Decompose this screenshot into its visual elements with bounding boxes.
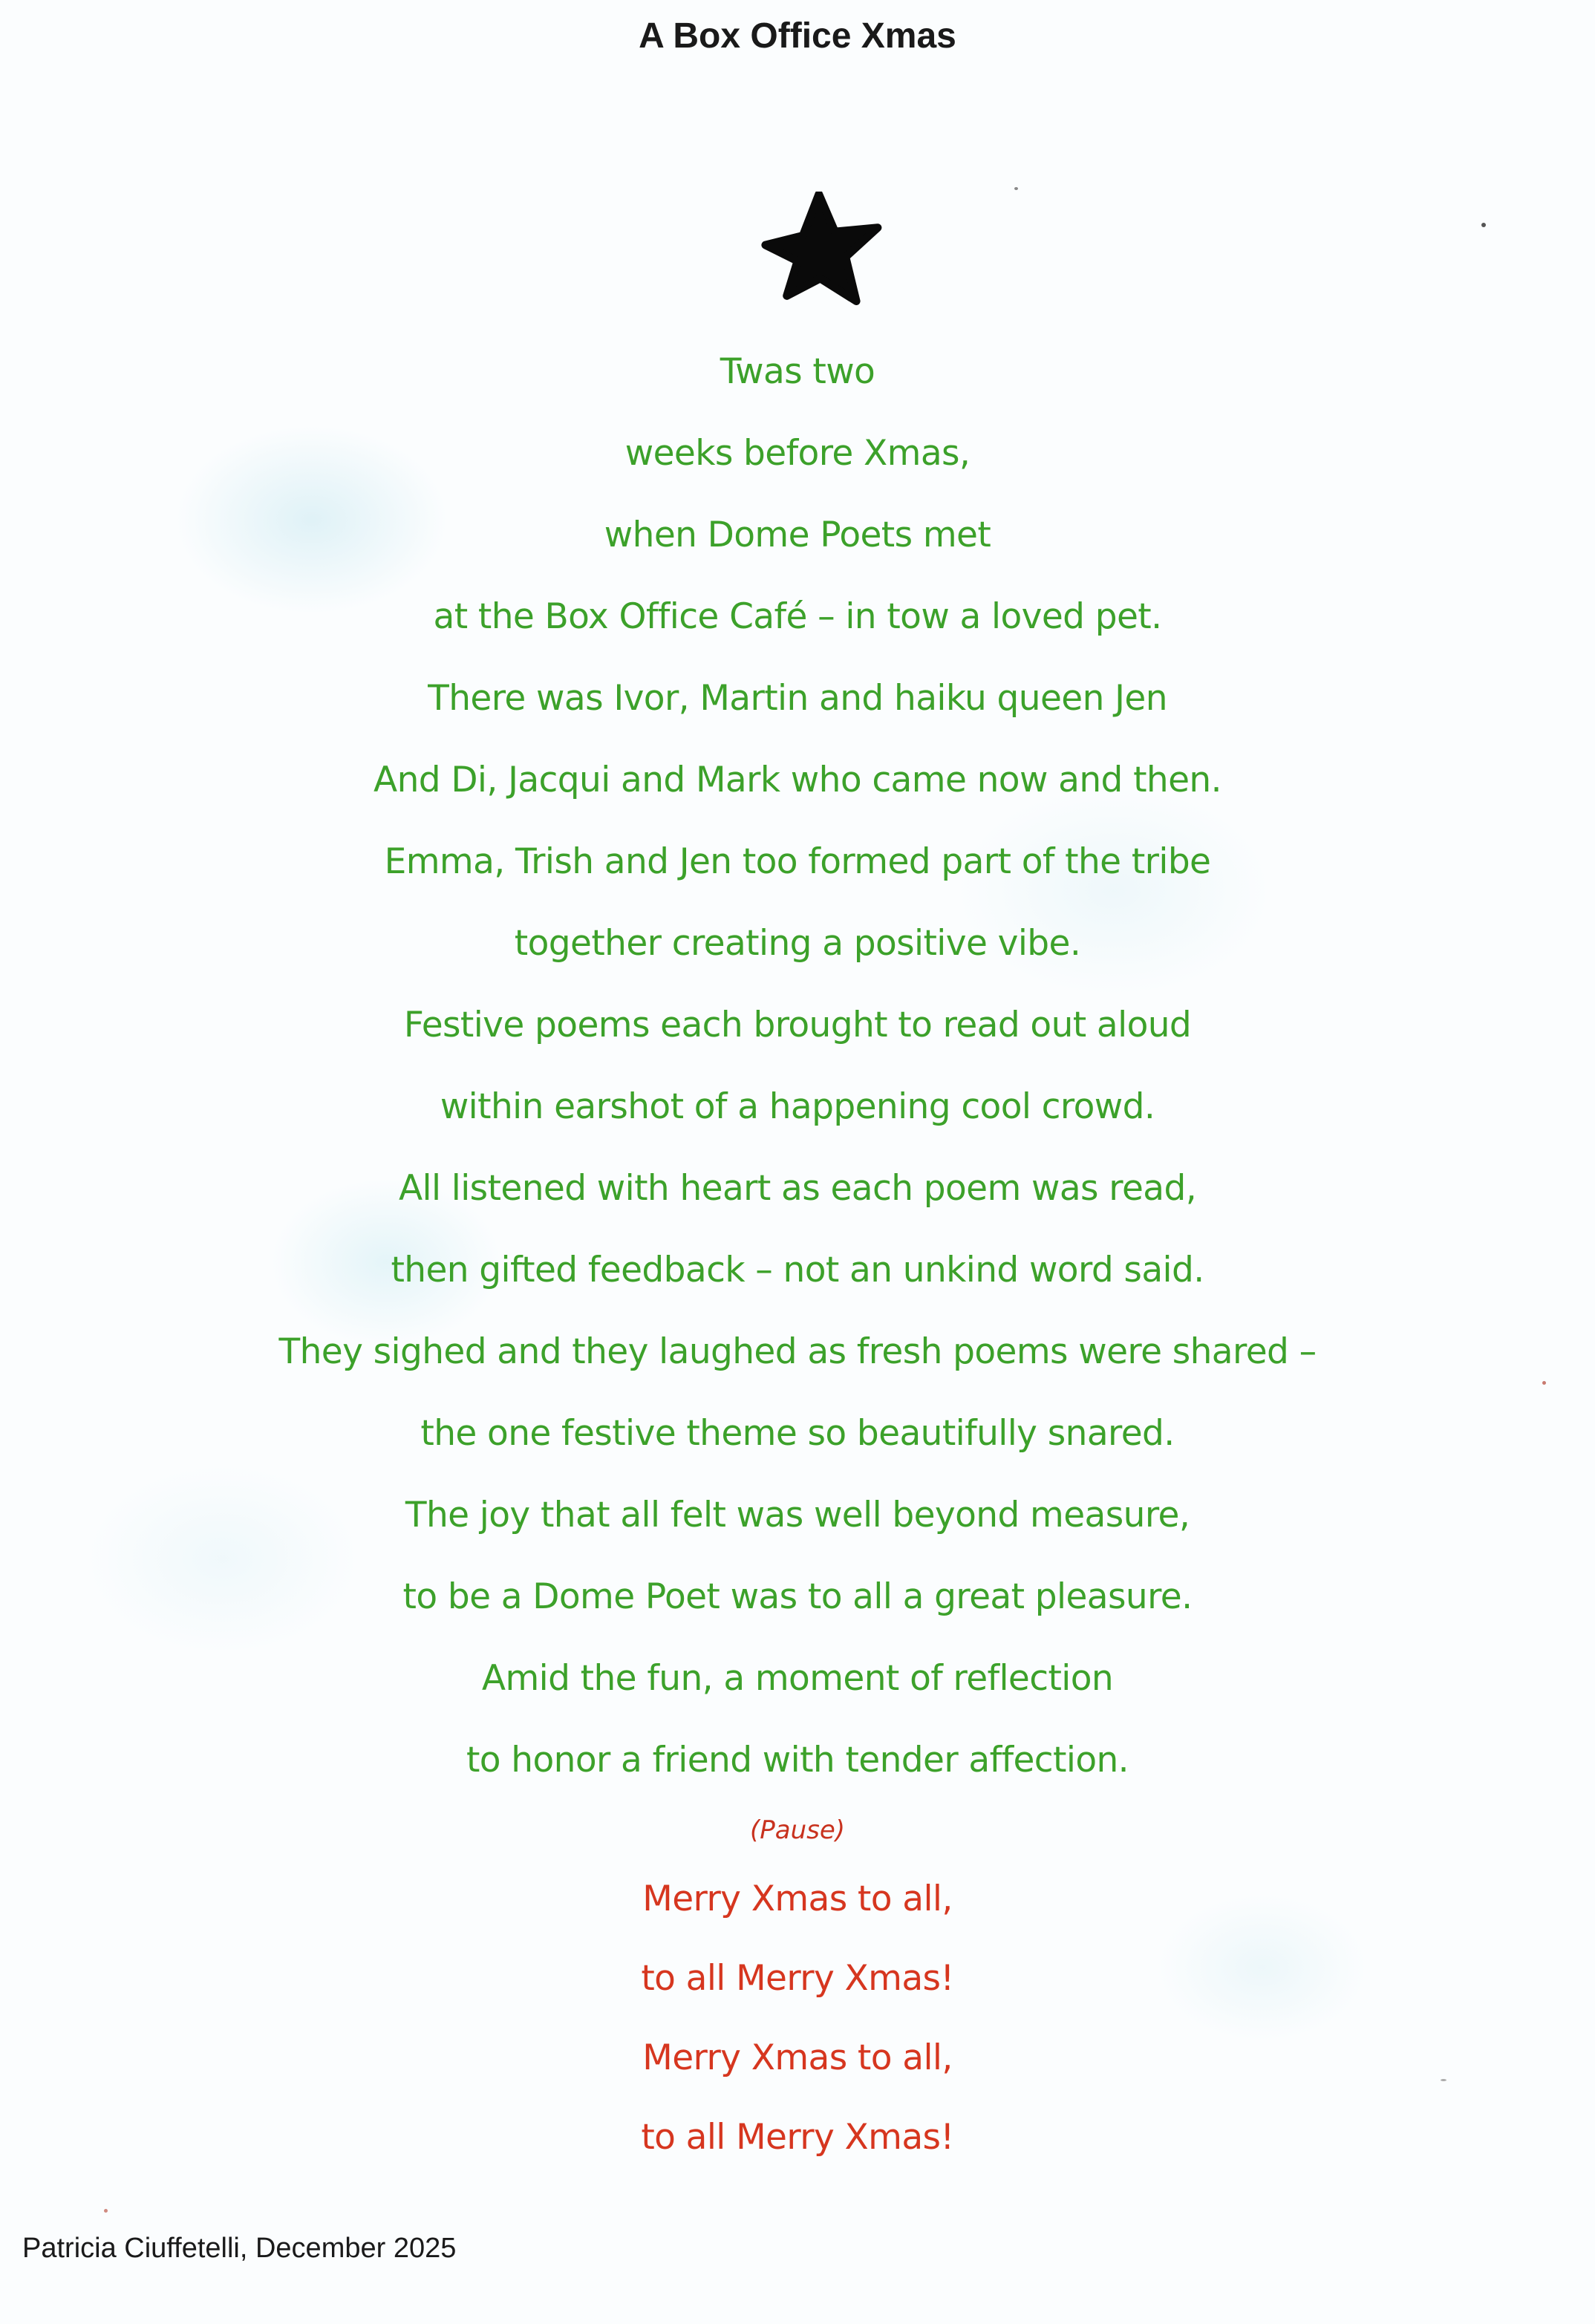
poem-line: Amid the fun, a moment of reflection (481, 1658, 1114, 1699)
poem-line: the one festive theme so beautifully snared. (420, 1413, 1175, 1454)
poem-line: to be a Dome Poet was to all a great pleasure. (402, 1576, 1193, 1617)
chorus-line: to all Merry Xmas! (641, 2117, 954, 2158)
pause-note: (Pause) (749, 1815, 846, 1845)
scan-speck (1441, 2079, 1446, 2081)
scan-speck (1481, 223, 1486, 227)
page-title: A Box Office Xmas (639, 16, 956, 56)
poem-line: together creating a positive vibe. (514, 923, 1081, 964)
poem-line: Emma, Trish and Jen too formed part of the tribe (384, 841, 1211, 882)
author-signature: Patricia Ciuffetelli, December 2025 (22, 2233, 457, 2264)
poem-line: weeks before Xmas, (624, 433, 971, 474)
poem-line: Twas two (720, 351, 875, 392)
chorus-line: to all Merry Xmas! (641, 1958, 954, 1999)
scan-speck (1542, 1381, 1546, 1385)
scan-speck (104, 2209, 108, 2213)
poem-line: They sighed and they laughed as fresh poems were shared – (278, 1331, 1317, 1372)
poem-line: to honor a friend with tender affection. (466, 1740, 1129, 1780)
poem-line: And Di, Jacqui and Mark who came now and then. (374, 760, 1221, 800)
poem-line: Festive poems each brought to read out aloud (403, 1005, 1192, 1045)
star-icon (757, 192, 891, 325)
poem-line: then gifted feedback – not an unkind word said. (391, 1250, 1204, 1290)
chorus-line: Merry Xmas to all, (642, 2037, 953, 2078)
scan-speck (1014, 187, 1018, 190)
poem-line: All listened with heart as each poem was read, (398, 1168, 1197, 1209)
poem-line: The joy that all felt was well beyond measure, (405, 1495, 1190, 1535)
poem-line: at the Box Office Café – in tow a loved pet. (433, 596, 1162, 637)
poem-line: within earshot of a happening cool crowd. (440, 1086, 1155, 1127)
poem-line: There was Ivor, Martin and haiku queen Jen (428, 678, 1167, 719)
chorus-line: Merry Xmas to all, (642, 1879, 953, 1919)
poem-line: when Dome Poets met (604, 515, 991, 555)
poem-body (0, 331, 1595, 2177)
